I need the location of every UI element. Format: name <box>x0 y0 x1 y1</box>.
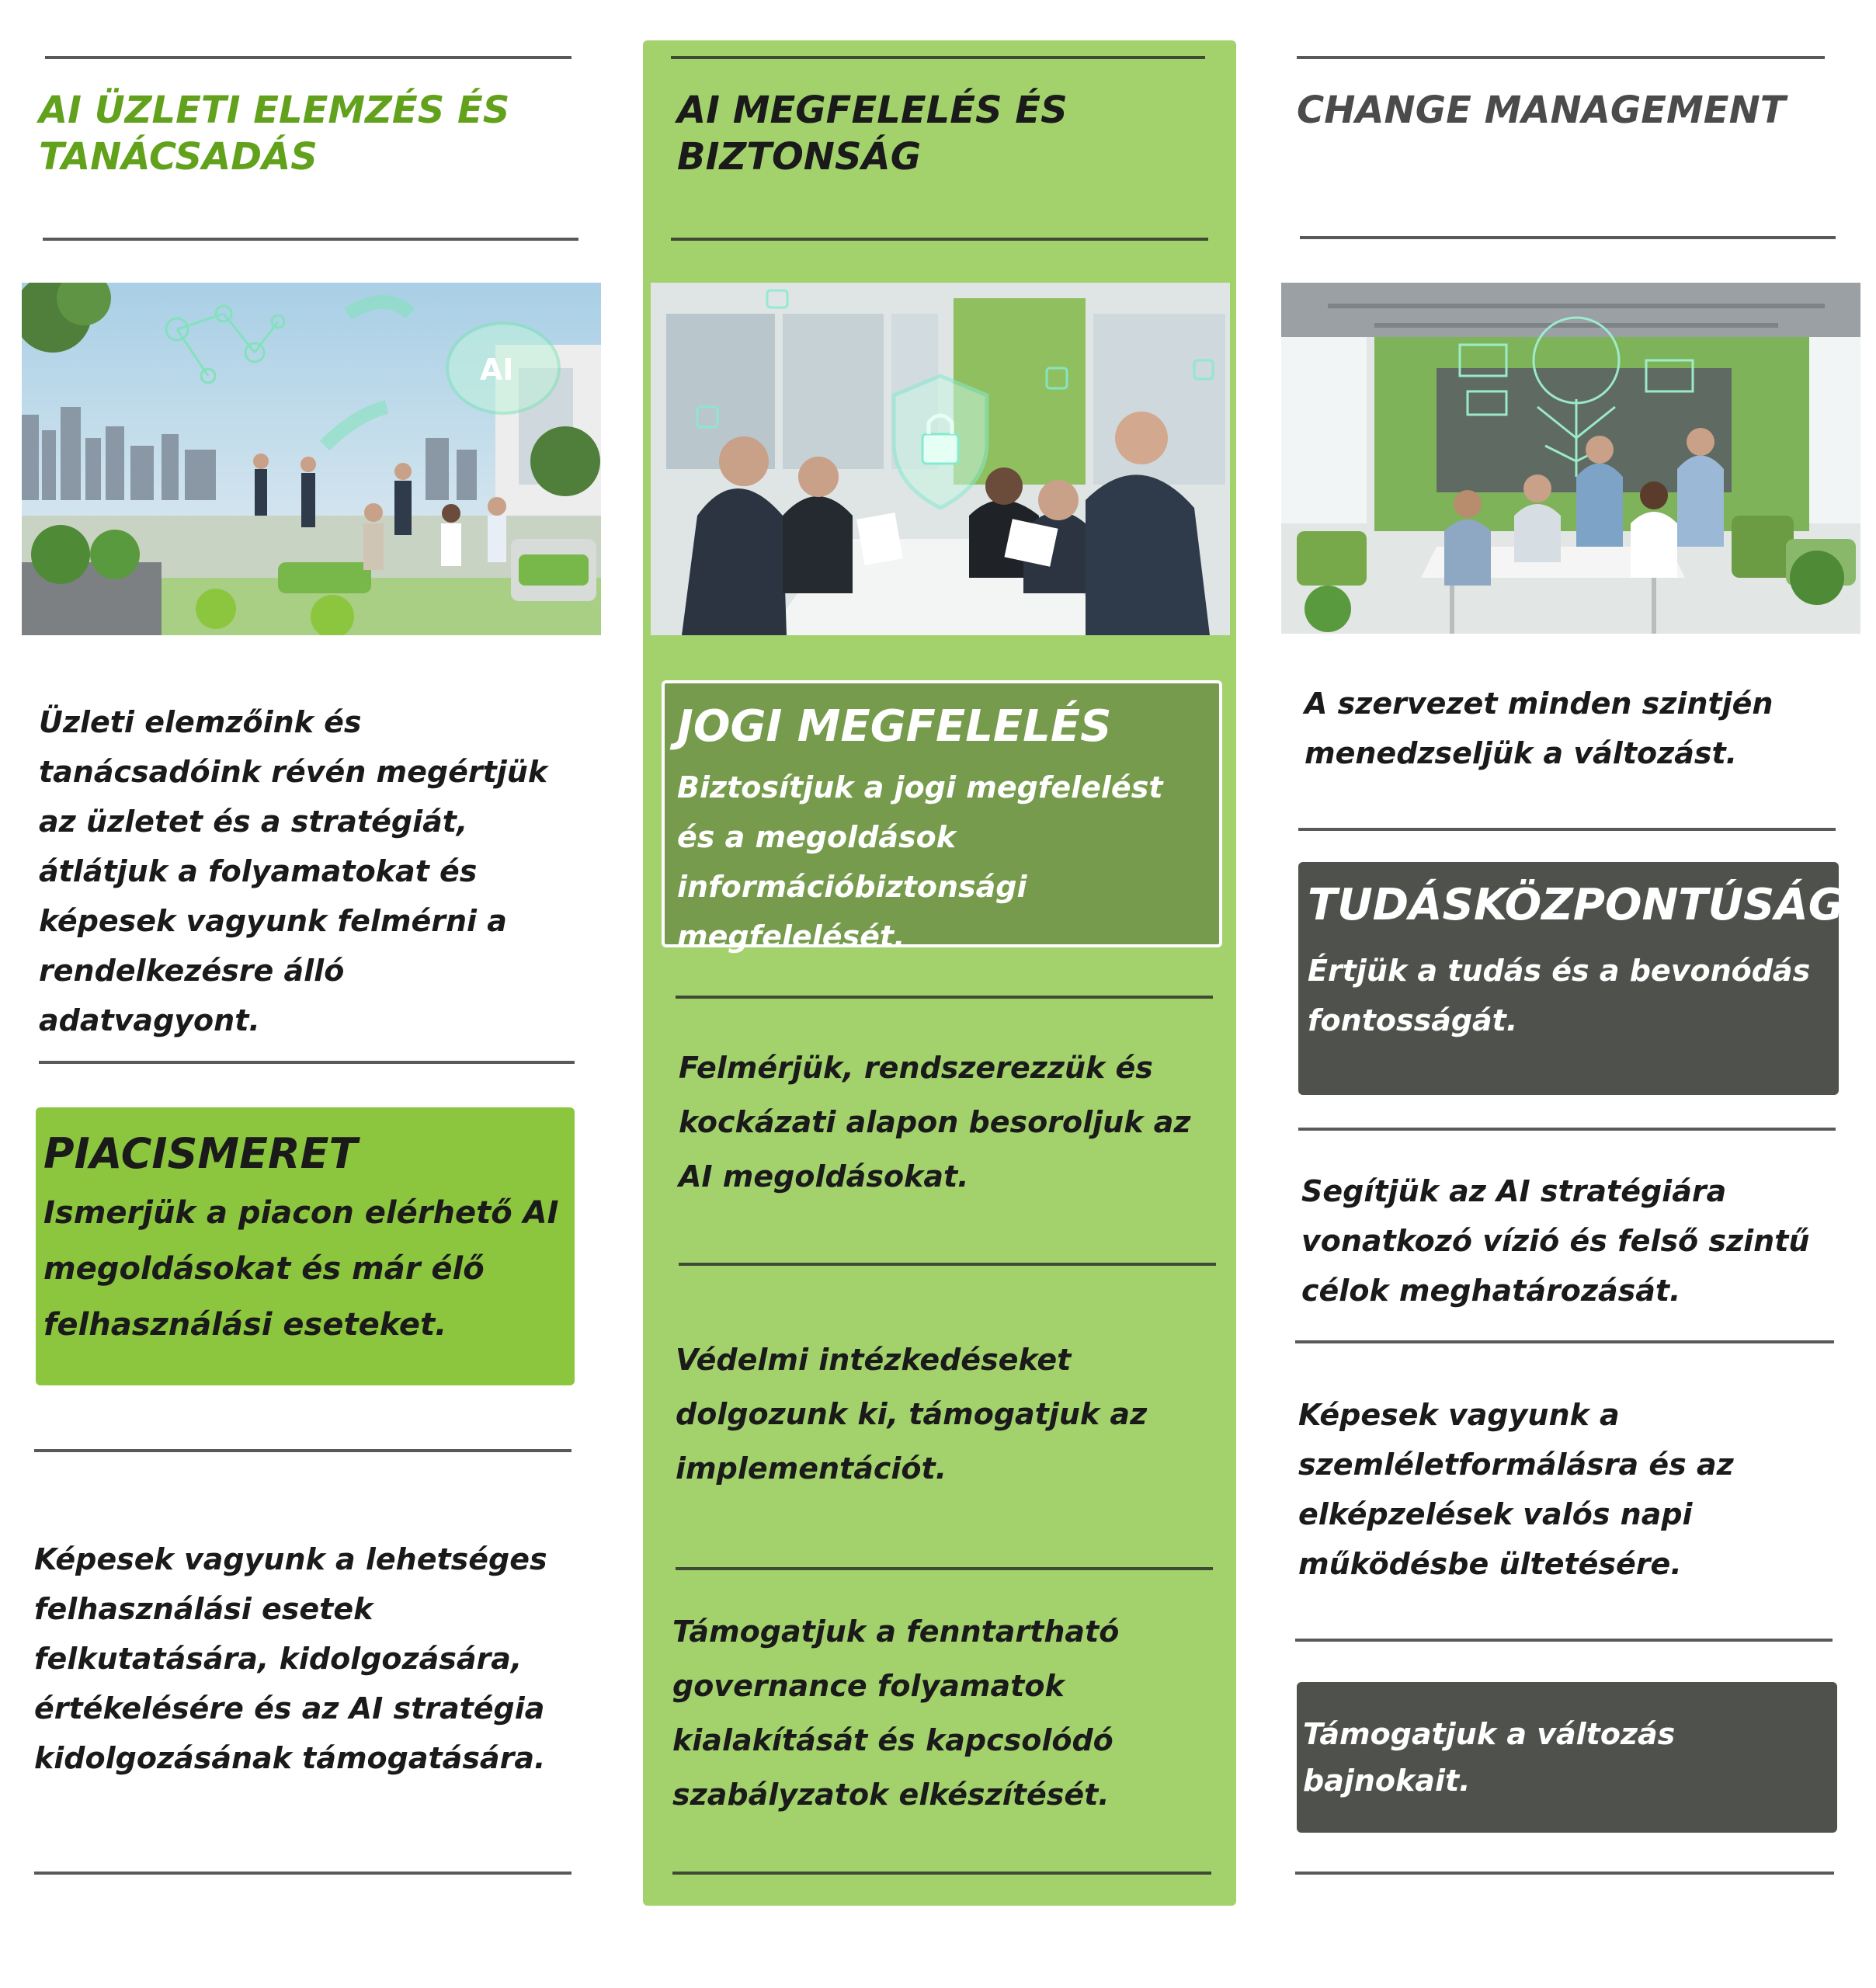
market-knowledge-title: PIACISMERET <box>43 1129 358 1178</box>
divider <box>676 1567 1213 1570</box>
divider <box>1300 236 1836 239</box>
divider <box>1297 56 1825 59</box>
change-champions-text: Támogatjuk a változás bajnokait. <box>1303 1717 1676 1798</box>
market-knowledge-box <box>36 1107 575 1385</box>
divider <box>671 56 1205 59</box>
knowledge-centric-text: Értjük a tudás és a bevonódás fontosságát. <box>1308 954 1811 1037</box>
right-item-2: Képesek vagyunk a szemléletformálásra és az elképzelések valós napi működésbe ültetésére. <box>1298 1398 1734 1581</box>
left-outro-text: Képesek vagyunk a lehetséges felhasználási esetek felkutatására, kidolgozására, értékelésére és az AI stratégia kidolgozásának támogatására. <box>34 1542 547 1775</box>
right-column-image <box>1281 283 1860 634</box>
divider <box>1295 1639 1833 1642</box>
legal-compliance-title: JOGI MEGFELELÉS <box>677 701 1112 752</box>
legal-compliance-text: Biztosítjuk a jogi megfelelést és a megoldások információbiztonsági megfelelését. <box>677 770 1163 954</box>
middle-column-image <box>651 283 1230 635</box>
divider <box>1295 1872 1834 1875</box>
market-knowledge-text: Ismerjük a piacon elérhető AI megoldásokat és már élő felhasználási eseteket. <box>43 1195 559 1343</box>
svg-text:AI: AI <box>480 353 514 387</box>
divider <box>676 996 1213 999</box>
change-champions-box <box>1297 1682 1837 1833</box>
divider <box>39 1061 575 1064</box>
left-column-title: AI ÜZLETI ELEMZÉS ÉS TANÁCSADÁS <box>39 89 510 179</box>
left-column-image <box>22 283 601 635</box>
legal-compliance-box <box>662 680 1222 954</box>
left-intro-text: Üzleti elemzőink és tanácsadóink révén megértjük az üzletet és a stratégiát, átlátjuk a folyamatokat és képesek vagyunk felmérni a rendelkezésre álló adatvagyont. <box>39 705 548 1037</box>
divider <box>34 1872 571 1875</box>
right-item-1: Segítjük az AI stratégiára vonatkozó vízió és felső szintű célok meghatározását. <box>1301 1174 1810 1308</box>
right-column-title: CHANGE MANAGEMENT <box>1297 89 1786 132</box>
divider <box>1298 1128 1836 1131</box>
divider <box>671 238 1208 241</box>
divider <box>1295 1340 1834 1343</box>
divider <box>679 1263 1216 1266</box>
knowledge-centric-box <box>1298 862 1844 1095</box>
divider <box>43 238 578 241</box>
right-intro-text: A szervezet minden szintjén menedzseljük a változást. <box>1305 686 1774 770</box>
middle-item-2: Védelmi intézkedéseket dolgozunk ki, támogatjuk az implementációt. <box>676 1343 1148 1486</box>
divider <box>34 1449 571 1452</box>
knowledge-centric-title: TUDÁSKÖZPONTÚSÁG <box>1308 880 1844 930</box>
divider <box>45 56 571 59</box>
middle-column-title: AI MEGFELELÉS ÉS BIZTONSÁG <box>677 89 1068 179</box>
middle-item-1: Felmérjük, rendszerezzük és kockázati alapon besoroljuk az AI megoldásokat. <box>679 1051 1191 1194</box>
divider <box>672 1872 1211 1875</box>
middle-item-3: Támogatjuk a fenntartható governance folyamatok kialakítását és kapcsolódó szabályzatok elkészítését. <box>672 1614 1120 1812</box>
divider <box>1298 828 1836 831</box>
